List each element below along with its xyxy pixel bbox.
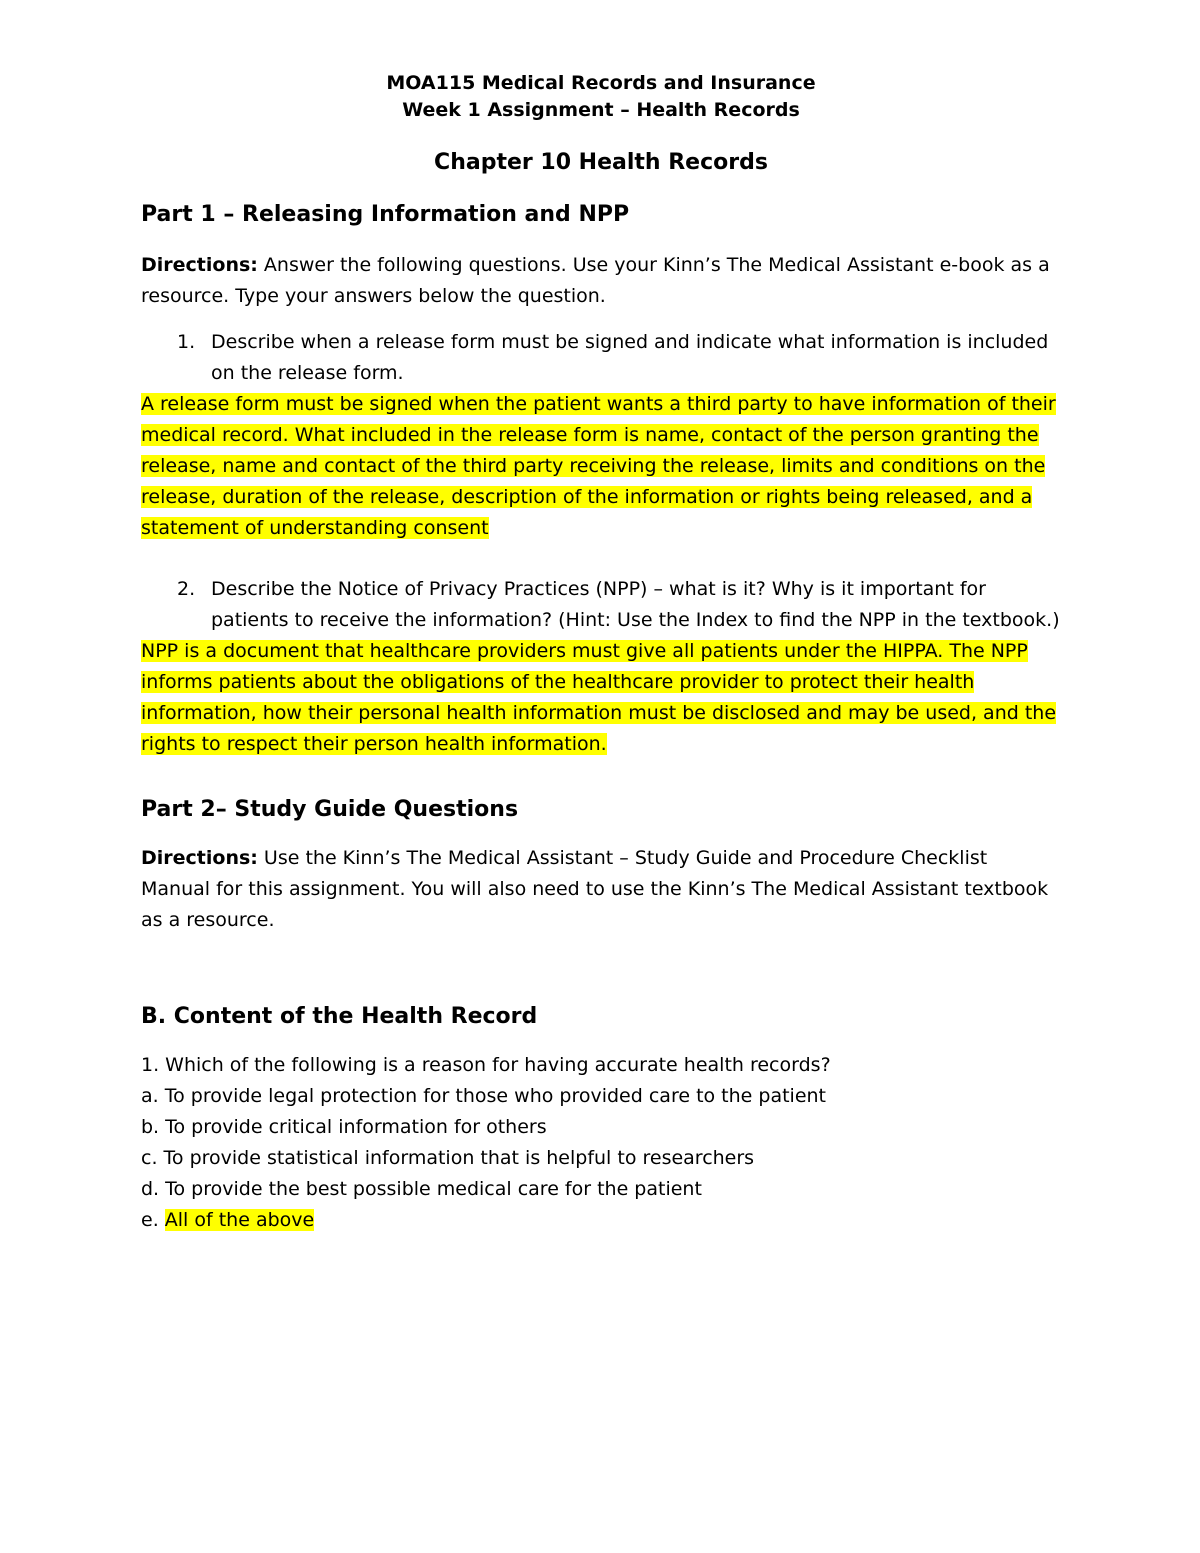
option-b: b. To provide critical information for others: [141, 1116, 547, 1138]
answer-1-text: A release form must be signed when the patient wants a third party to have information of their medical record. What included in the release form is name, contact of the person granting the release, name and contact of the third party receiving the release, limits and conditions on the release, duration of the release, description of the information or rights being released, and a statement of understanding consent: [141, 393, 1056, 539]
part2-title: Part 2– Study Guide Questions: [141, 797, 519, 822]
option-e-answer: All of the above: [164, 1209, 315, 1231]
part1-directions-text: Answer the following questions. Use your Kinn’s The Medical Assistant e-book as a resource. Type your answers below the question.: [141, 254, 1050, 307]
part1-directions-label: Directions:: [141, 254, 258, 276]
part1-title: Part 1 – Releasing Information and NPP: [141, 202, 630, 227]
assignment-title: Week 1 Assignment – Health Records: [402, 99, 800, 121]
part2-directions-label: Directions:: [141, 847, 258, 869]
section-b-question: 1. Which of the following is a reason for having accurate health records?: [141, 1054, 831, 1076]
question-2-text: Describe the Notice of Privacy Practices (NPP) – what is it? Why is it important for patients to receive the information? (Hint: Use the Index to find the NPP in the textbook.): [211, 578, 1060, 631]
option-e: [141, 1205, 1061, 1236]
question-1-number: 1.: [177, 331, 196, 353]
answer-2: [141, 636, 1061, 760]
course-title: MOA115 Medical Records and Insurance: [386, 72, 816, 94]
question-2: [141, 574, 1061, 636]
question-1: [141, 327, 1061, 389]
option-a: a. To provide legal protection for those who provided care to the patient: [141, 1085, 827, 1107]
answer-2-text: NPP is a document that healthcare providers must give all patients under the HIPPA. The NPP informs patients about the obligations of the healthcare provider to protect their health information, how their personal health information must be disclosed and may be used, and the rights to respect their person health information.: [141, 640, 1057, 755]
chapter-title: Chapter 10 Health Records: [434, 150, 768, 175]
option-e-prefix: e.: [141, 1209, 165, 1231]
document-body: [141, 70, 1061, 1236]
part2-directions: [141, 843, 1061, 936]
question-1-text: Describe when a release form must be signed and indicate what information is included on the release form.: [211, 331, 1049, 384]
question-2-number: 2.: [177, 578, 196, 600]
section-b-title: B. Content of the Health Record: [141, 1004, 538, 1029]
part2-directions-text: Use the Kinn’s The Medical Assistant – Study Guide and Procedure Checklist Manual for this assignment. You will also need to use the Kinn’s The Medical Assistant textbook as a resource.: [141, 847, 1049, 931]
answer-1: [141, 389, 1061, 544]
part1-directions: [141, 250, 1061, 312]
option-d: d. To provide the best possible medical care for the patient: [141, 1178, 702, 1200]
option-c: c. To provide statistical information that is helpful to researchers: [141, 1147, 755, 1169]
